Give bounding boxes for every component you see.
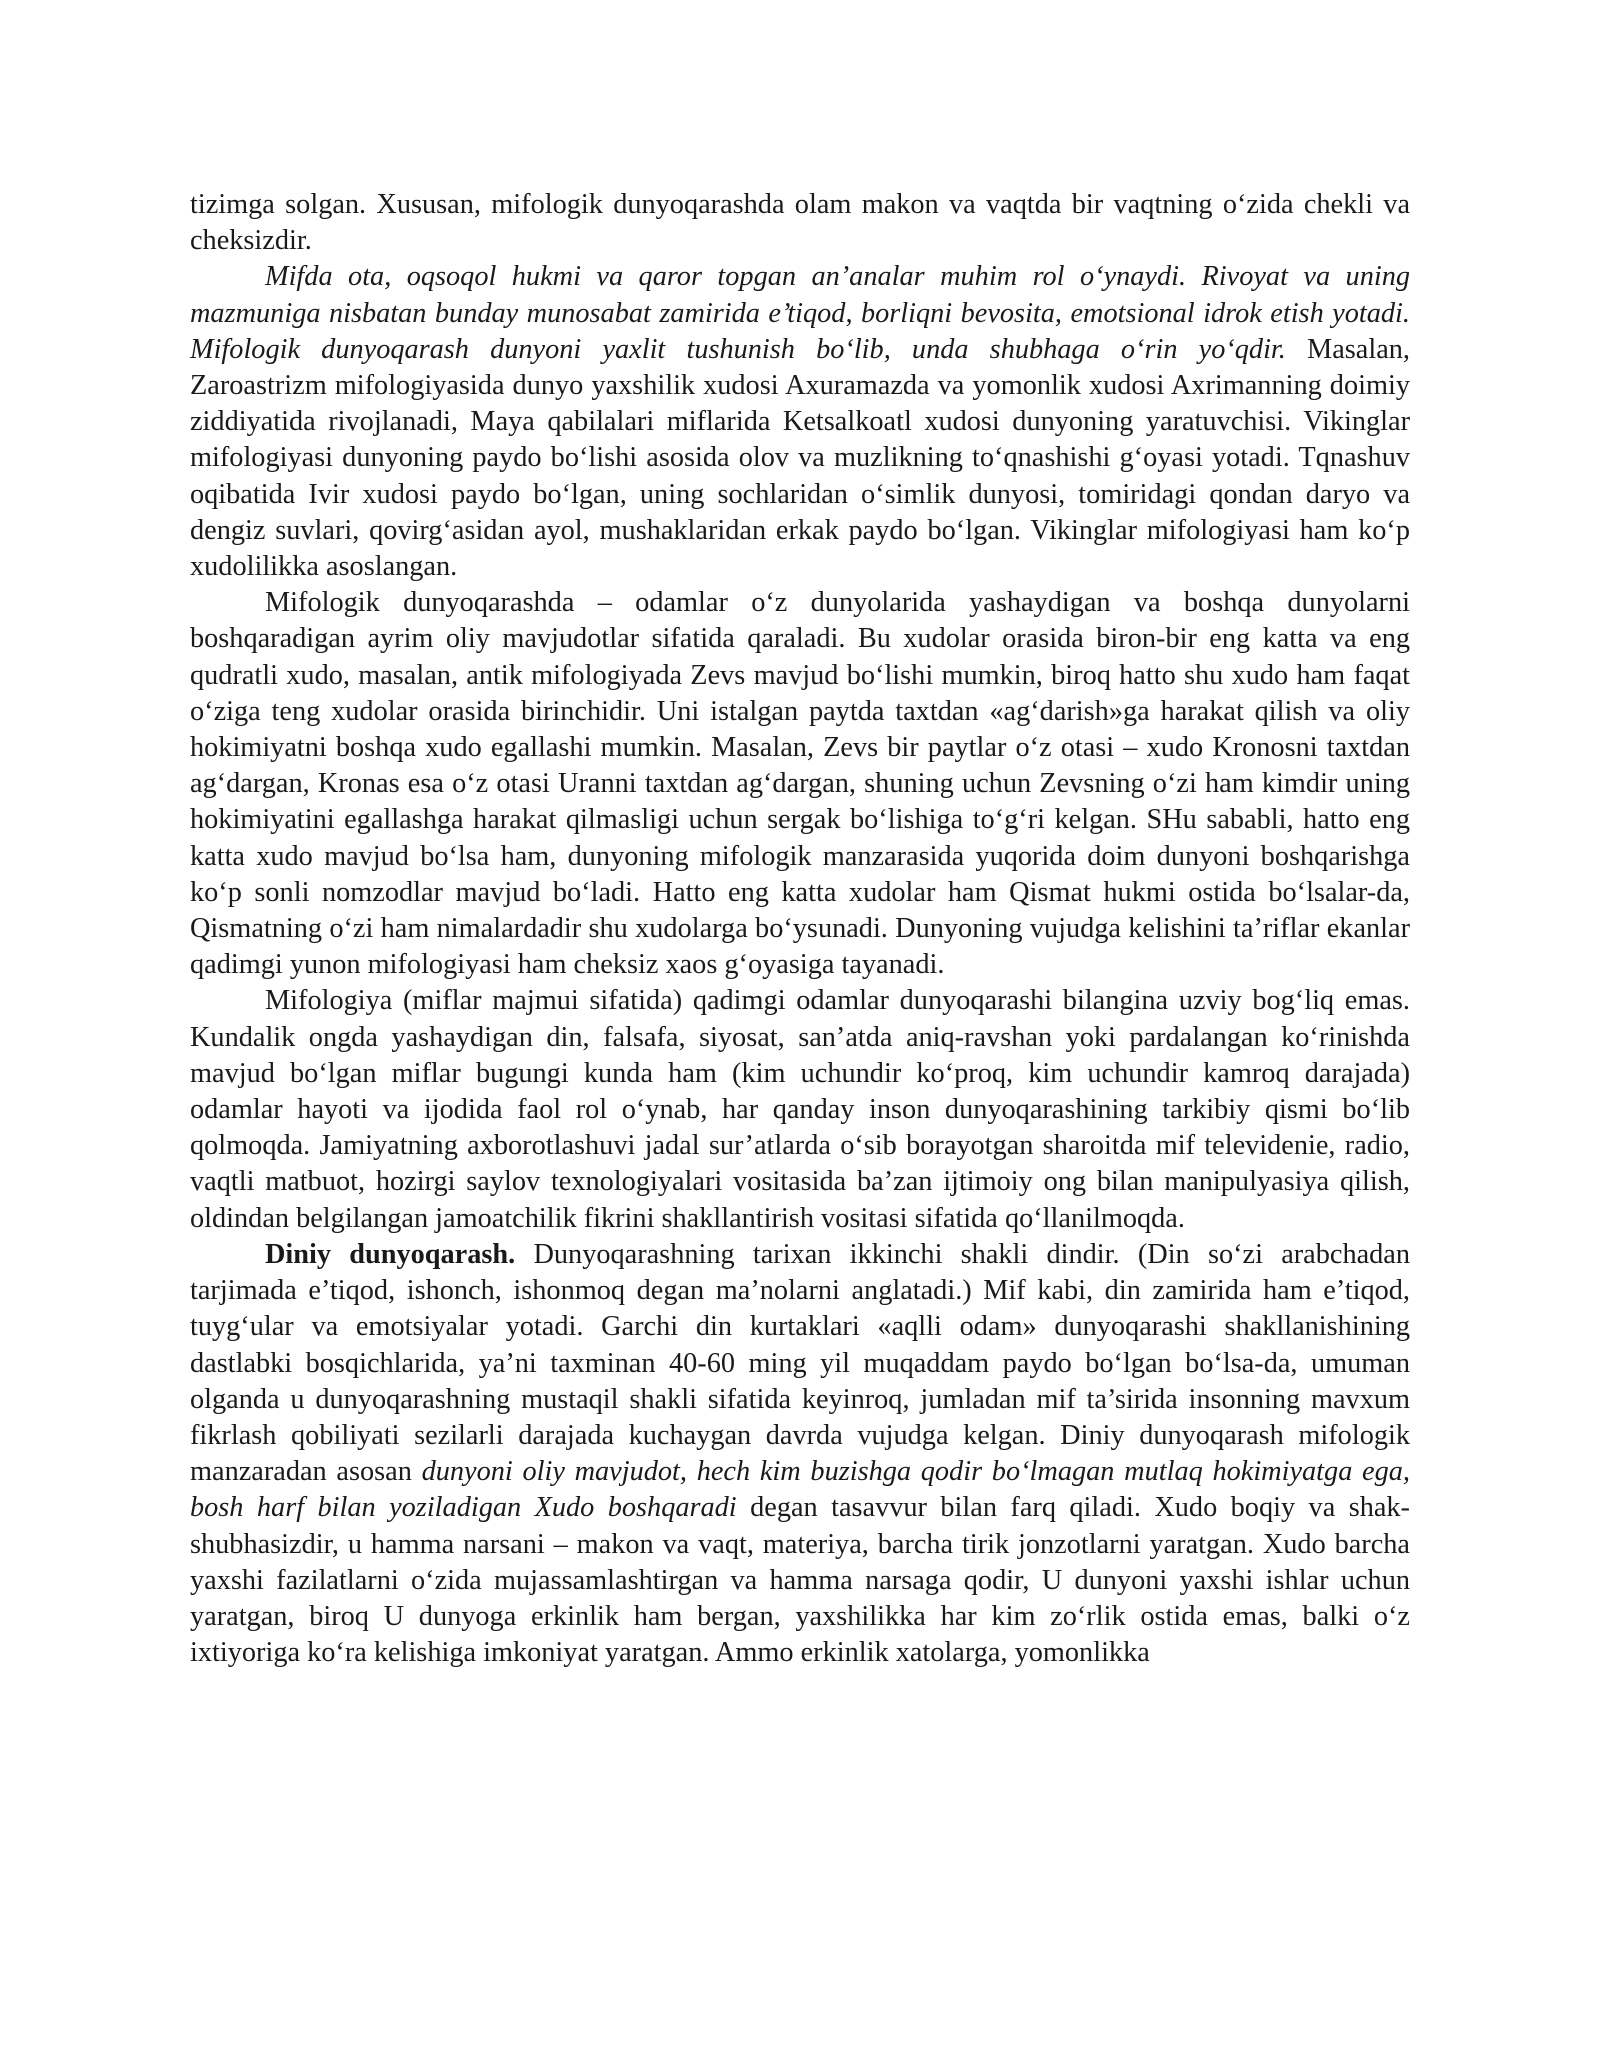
paragraph-3-text: Mifologik dunyoqarashda – odamlar o‘z dunyolarida yashaydigan va boshqa dunyolarni boshqaradigan ayrim oliy mavjudotlar sifatida qaraladi. Bu xudolar orasida biron-bir eng katta va eng qudratli xudo, masalan, antik mifologiyada Zevs mavjud bo‘lishi mumkin, biroq hatto shu xudo ham faqat o‘ziga teng xudolar orasida birinchidir. Uni istalgan paytda taxtdan «ag‘darish»ga harakat qilish va oliy hokimiyatni boshqa xudo egallashi mumkin. Masalan, Zevs bir paytlar o‘z otasi – xudo Kronosni taxtdan ag‘dargan, Kronas esa o‘z otasi Uranni taxtdan ag‘dargan, shuning uchun Zevsning o‘zi ham kimdir uning hokimiyatini egallashga harakat qilmasligi uchun sergak bo‘lishiga to‘g‘ri kelgan. SHu sababli, hatto eng katta xudo mavjud bo‘lsa ham, dunyoning mifologik manzarasida yuqorida doim dunyoni boshqarishga ko‘p sonli nomzodlar mavjud bo‘ladi. Hatto eng katta xudolar ham Qismat hukmi ostida bo‘lsalar-da, Qismatning o‘zi ham nimalardadir shu xudolarga bo‘ysunadi. Dunyoning vujudga kelishini ta’riflar ekanlar qadimgi yunon mifologiyasi ham cheksiz xaos g‘oyasiga tayanadi.: [190, 587, 1410, 981]
document-body: [190, 187, 1410, 1671]
paragraph-2-italic: Mifda ota, oqsoqol hukmi va qaror topgan an’analar muhim rol o‘ynaydi. Rivoyat va uning mazmuniga nisbatan bunday munosabat zamirida e’tiqod, borliqni bevosita, emotsional idrok etish yotadi. Mifologik dunyoqarash dunyoni yaxlit tushunish bo‘lib, unda shubhaga o‘rin yo‘qdir.: [190, 261, 1410, 365]
paragraph-4: [190, 983, 1410, 1236]
paragraph-2-text: Masalan, Zaroastrizm mifologiyasida dunyo yaxshilik xudosi Axuramazda va yomonlik xudosi Axrimanning doimiy ziddiyatida rivojlanadi, Maya qabilalari miflarida Ketsalkoatl xudosi dunyoning yaratuvchisi. Vikinglar mifologiyasi dunyoning paydo bo‘lishi asosida olov va muzlikning to‘qnashishi g‘oyasi yotadi. Tqnashuv oqibatida Ivir xudosi paydo bo‘lgan, uning sochlaridan o‘simlik dunyosi, tomiridagi qondan daryo va dengiz suvlari, qovirg‘asidan ayol, mushaklaridan erkak paydo bo‘lgan. Vikinglar mifologiyasi ham ko‘p xudolilikka asoslangan.: [190, 333, 1410, 583]
paragraph-3: [190, 585, 1410, 983]
paragraph-1-text: tizimga solgan. Xususan, mifologik dunyoqarashda olam makon va vaqtda bir vaqtning o‘zida chekli va cheksizdir.: [190, 189, 1410, 257]
paragraph-5-italic: dunyoni oliy mavjudot, hech kim buzishga qodir bo‘lmagan mutlaq hokimiyatga ega, bosh harf bilan yoziladigan Xudo boshqaradi: [190, 1456, 1410, 1524]
paragraph-4-text: Mifologiya (miflar majmui sifatida) qadimgi odamlar dunyoqarashi bilangina uzviy bog‘liq emas. Kundalik ongda yashaydigan din, falsafa, siyosat, san’atda aniq-ravshan yoki pardalangan ko‘rinishda mavjud bo‘lgan miflar bugungi kunda ham (kim uchundir ko‘proq, kim uchundir kamroq darajada) odamlar hayoti va ijodida faol rol o‘ynab, har qanday inson dunyoqarashining tarkibiy qismi bo‘lib qolmoqda. Jamiyatning axborotlashuvi jadal sur’atlarda o‘sib borayotgan sharoitda mif televidenie, radio, vaqtli matbuot, hozirgi saylov texnologiyalari vositasida ba’zan ijtimoiy ong bilan manipulyasiya qilish, oldindan belgilangan jamoatchilik fikrini shakllantirish vositasi sifatida qo‘llanilmoqda.: [190, 985, 1410, 1234]
paragraph-5: [190, 1237, 1410, 1671]
paragraph-5-text-2: degan tasavvur bilan farq qiladi. Xudo boqiy va shak-shubhasizdir, u hamma narsani – makon va vaqt, materiya, barcha tirik jonzotlarni yaratgan. Xudo barcha yaxshi fazilatlarni o‘zida mujassamlashtirgan va hamma narsaga qodir, U dunyoni yaxshi ishlar uchun yaratgan, biroq U dunyoga erkinlik ham bergan, yaxshilikka har kim zo‘rlik ostida emas, balki o‘z ixtiyoriga ko‘ra kelishiga imkoniyat yaratgan. Ammo erkinlik xatolarga, yomonlikka: [190, 1492, 1410, 1669]
section-heading-diniy: Diniy dunyoqarash.: [265, 1238, 516, 1270]
paragraph-1: [190, 187, 1410, 259]
paragraph-5-text-1: Dunyoqarashning tarixan ikkinchi shakli dindir. (Din so‘zi arabchadan tarjimada e’tiqod, ishonch, ishonmoq degan ma’nolarni anglatadi.) Mif kabi, din zamirida ham e’tiqod, tuyg‘ular va emotsiyalar yotadi. Garchi din kurtaklari «aqlli odam» dunyoqarashi shakllanishining dastlabki bosqichlarida, ya’ni taxminan 40-60 ming yil muqaddam paydo bo‘lgan bo‘lsa-da, umuman olganda u dunyoqarashning mustaqil shakli sifatida keyinroq, jumladan mif ta’sirida insonning mavxum fikrlash qobiliyati sezilarli darajada kuchaygan davrda vujudga kelgan. Diniy dunyoqarash mifologik manzaradan asosan: [190, 1238, 1411, 1488]
paragraph-2: [190, 259, 1410, 585]
